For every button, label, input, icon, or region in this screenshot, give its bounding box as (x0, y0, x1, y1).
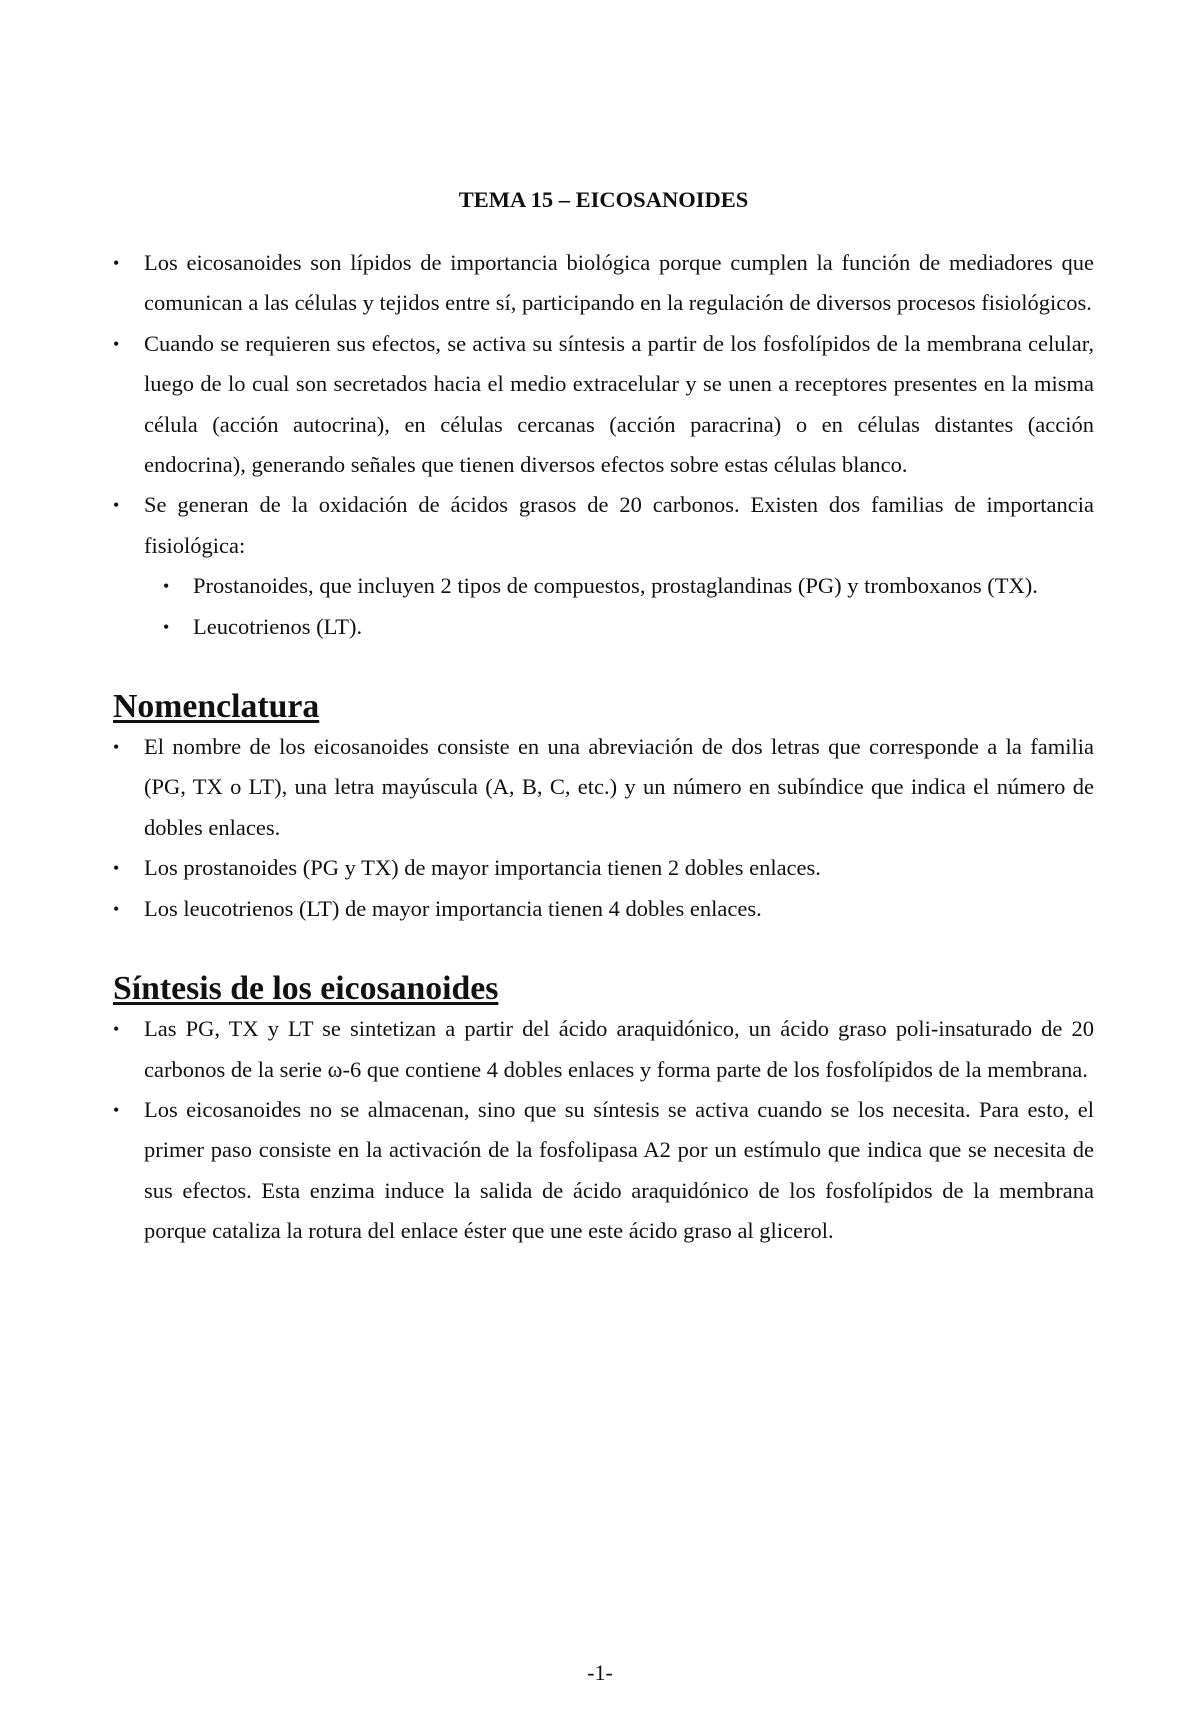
family-leucotrienos: Leucotrienos (LT). (193, 613, 363, 639)
intro-text-3: Se generan de la oxidación de ácidos grasos de 20 carbonos. Existen dos familias de importancia fisiológica: (144, 492, 1094, 558)
page-number: -1- (587, 1660, 613, 1685)
list-item (163, 566, 1094, 606)
document-page (113, 180, 1094, 1252)
section-heading-nomenclatura: Nomenclatura (113, 688, 320, 726)
bullet-icon: • (113, 333, 120, 354)
list-item (113, 889, 1094, 929)
sintesis-list (113, 1009, 1094, 1251)
document-title: TEMA 15 – EICOSANOIDES (458, 187, 749, 212)
bullet-icon: • (113, 1099, 120, 1120)
sintesis-text-2: Los eicosanoides no se almacenan, sino que su síntesis se activa cuando se los necesita. Para esto, el primer paso consiste en la activación de la fosfolipasa A2 por un estímulo que indica que se necesita de sus efectos. Esta enzima induce la salida de ácido araquidónico de los fosfolípidos de la membrana porque cataliza la rotura del enlace éster que une este ácido graso al glicerol. (144, 1096, 1094, 1244)
sintesis-text-1: Las PG, TX y LT se sintetizan a partir del ácido araquidónico, un ácido graso poli-insaturado de 20 carbonos de la serie ω-6 que contiene 4 dobles enlaces y forma parte de los fosfolípidos de la membrana. (144, 1016, 1094, 1082)
bullet-icon: • (113, 858, 120, 879)
nomenclatura-list (113, 727, 1094, 929)
spacer (113, 220, 1094, 243)
bullet-icon: • (113, 1019, 120, 1040)
nomenclatura-text-1: El nombre de los eicosanoides consiste en una abreviación de dos letras que corresponde a la familia (PG, TX o LT), una letra mayúscula (A, B, C, etc.) y un número en subíndice que indica el número de dobles enlaces. (144, 734, 1094, 840)
section-heading-sintesis: Síntesis de los eicosanoides (113, 970, 499, 1008)
intro-text-2: Cuando se requieren sus efectos, se activa su síntesis a partir de los fosfolípidos de la membrana celular, luego de lo cual son secretados hacia el medio extracelular y se unen a receptores presentes en la misma célula (acción autocrina), en células cercanas (acción paracrina) o en células distantes (acción endocrina), generando señales que tienen diversos efectos sobre estas células blanco. (144, 330, 1094, 478)
list-item (113, 727, 1094, 848)
nomenclatura-text-3: Los leucotrienos (LT) de mayor importancia tienen 4 dobles enlaces. (144, 895, 762, 921)
spacer (113, 647, 1094, 687)
bullet-icon: • (113, 253, 120, 273)
spacer (113, 929, 1094, 969)
bullet-icon: • (113, 898, 120, 919)
bullet-icon: • (163, 576, 170, 597)
intro-text-1: Los eicosanoides son lípidos de importancia biológica porque cumplen la función de mediadores que comunican a las células y tejidos entre sí, participando en la regulación de diversos procesos fisiológicos. (144, 250, 1094, 316)
nomenclatura-text-2: Los prostanoides (PG y TX) de mayor importancia tienen 2 dobles enlaces. (144, 855, 821, 881)
list-item (113, 1090, 1094, 1252)
bullet-icon: • (163, 616, 170, 637)
list-item (113, 324, 1094, 486)
bullet-icon: • (113, 495, 120, 516)
list-item (113, 848, 1094, 888)
families-list (113, 566, 1094, 647)
intro-list (113, 243, 1094, 566)
list-item (113, 485, 1094, 566)
list-item (113, 243, 1094, 324)
bullet-icon: • (113, 737, 120, 758)
list-item (113, 1009, 1094, 1090)
family-prostanoides: Prostanoides, que incluyen 2 tipos de compuestos, prostaglandinas (PG) y tromboxanos (TX). (193, 573, 1038, 599)
list-item (163, 607, 1094, 647)
